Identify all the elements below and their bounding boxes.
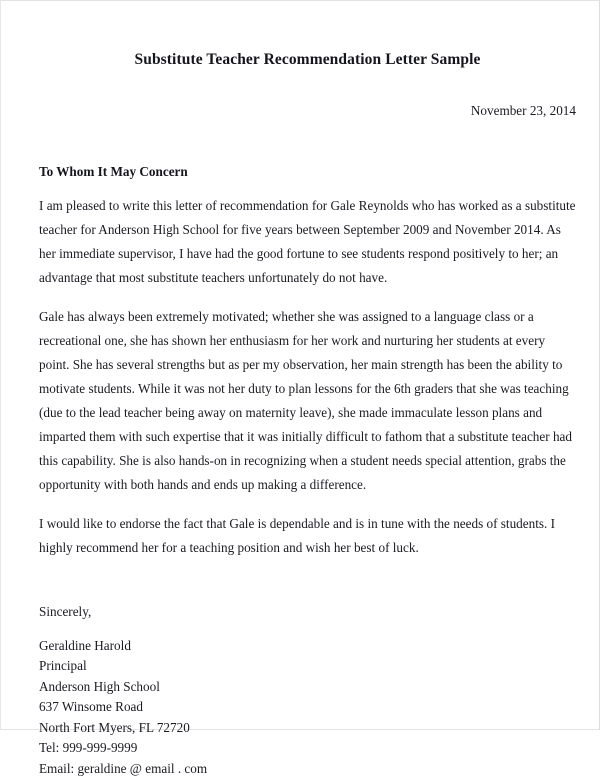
letter-salutation: To Whom It May Concern [39,163,188,179]
signature-block [39,624,576,779]
page-title: Substitute Teacher Recommendation Letter Sample [134,51,481,68]
signature-city-state-zip: North Fort Myers, FL 72720 [39,719,190,735]
signature-email: Email: geraldine @ email . com [39,760,208,776]
signature-job-title: Principal [39,658,87,674]
signature-organization: Anderson High School [39,678,160,694]
signature-phone: Tel: 999-999-9999 [39,740,138,756]
letter-closing: Sincerely, [39,603,92,619]
signature-name: Geraldine Harold [39,637,131,653]
letter-paragraph-2: Gale has always been extremely motivated; whether she was assigned to a language class or a recreational one, she has shown her enthusiasm for her work and nurturing her students at every point. She has several strengths but as per my observation, her main strength has been the ability to motivate students. While it was not her duty to plan lessons for the 6th graders that she was teaching (due to the lead teacher being away on maternity leave), she made immaculate lesson plans and imparted them with such expertise that it was initially difficult to fathom that a substitute teacher had this capability. She is also hands-on in recognizing when a student needs special attention, grabs the opportunity with both hands and ends up making a difference. [39,308,572,492]
letter-paragraph-1: I am pleased to write this letter of recommendation for Gale Reynolds who has worked as a substitute teacher for Anderson High School for five years between September 2009 and November 2014. As her immediate supervisor, I have had the good fortune to see students respond positively to her; an advantage that most substitute teachers unfortunately do not have. [39,197,576,285]
letter-paragraph-3: I would like to endorse the fact that Gale is dependable and is in tune with the needs of students. I highly recommend her for a teaching position and wish her best of luck. [39,515,556,555]
signature-street: 637 Winsome Road [39,699,143,715]
letter-date: November 23, 2014 [470,103,576,119]
letter-content [39,1,576,779]
